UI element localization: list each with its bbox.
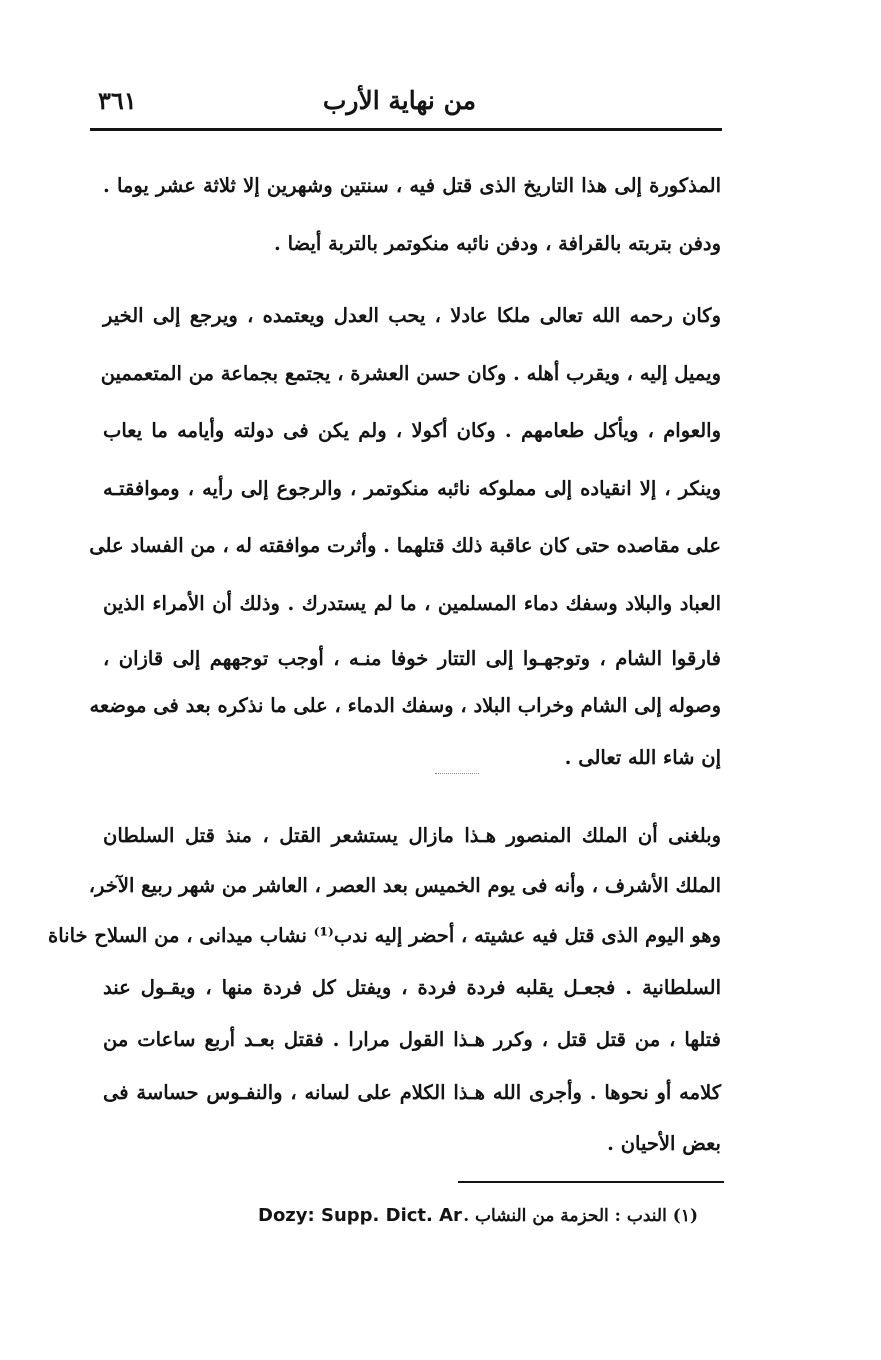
body-line: وكان رحمه الله تعالى ملكا عادلا ، يحب العدل ويعتمده ، ويرجع إلى الخير: [103, 304, 721, 327]
body-line: ودفن بتربته بالقرافة ، ودفن نائبه منكوتمر بالتربة أيضا .: [274, 232, 721, 255]
body-line: وهو اليوم الذى قتل فيه عشيته ، أحضر إليه ندب⁽¹⁾ نشاب ميدانى ، من السلاح خاناة: [48, 924, 721, 947]
section-mark: [435, 773, 479, 774]
body-line: وصوله إلى الشام وخراب البلاد ، وسفك الدماء ، على ما نذكره بعد فى موضعه: [89, 694, 721, 717]
footnote-rule: [458, 1181, 724, 1183]
body-line: والعوام ، ويأكل طعامهم . وكان أكولا ، ولم يكن فى دولته وأيامه ما يعاب: [103, 419, 721, 442]
body-line: السلطانية . فجعـل يقلبه فردة فردة ، ويفتل كل فردة منها ، ويقـول عند: [103, 976, 721, 999]
header-title: من نهاية الأرب: [322, 86, 476, 115]
body-line: الملك الأشرف ، وأنه فى يوم الخميس بعد العصر ، العاشر من شهر ربيع الآخر،: [88, 874, 721, 897]
body-line: على مقاصده حتى كان عاقبة ذلك قتلهما . وأثرت موافقته له ، من الفساد على: [89, 534, 721, 557]
body-line: العباد والبلاد وسفك دماء المسلمين ، ما لم يستدرك . وذلك أن الأمراء الذين: [103, 592, 721, 615]
page-number: ٣٦١: [98, 86, 137, 115]
footnote-source: Dozy: Supp. Dict. Ar: [258, 1205, 462, 1226]
body-line: فارقوا الشام ، وتوجهـوا إلى التتار خوفا منـه ، أوجب توجههم إلى قازان ،: [103, 647, 721, 670]
running-header: [90, 82, 722, 126]
body-line: وينكر ، إلا انقياده إلى مملوكه نائبه منكوتمر ، والرجوع إلى رأيه ، وموافقتـه: [103, 477, 721, 500]
body-line: فتلها ، من قتل قتل ، وكرر هـذا القول مرارا . فقتل بعـد أربع ساعات من: [103, 1028, 721, 1051]
body-line: وبلغنى أن الملك المنصور هـذا مازال يستشعر القتل ، منذ قتل السلطان: [103, 824, 721, 847]
footnote: [258, 1201, 698, 1235]
body-line: كلامه أو نحوها . وأجرى الله هـذا الكلام على لسانه ، والنفـوس حساسة فى: [103, 1081, 721, 1104]
body-line: بعض الأحيان .: [607, 1132, 721, 1155]
body-line: المذكورة إلى هذا التاريخ الذى قتل فيه ، سنتين وشهرين إلا ثلاثة عشر يوما .: [103, 174, 721, 197]
body-line: إن شاء الله تعالى .: [564, 746, 721, 769]
header-rule: [90, 128, 722, 131]
body-line: ويميل إليه ، ويقرب أهله . وكان حسن العشرة ، يجتمع بجماعة من المتعممين: [100, 362, 721, 385]
footnote-text: (١) الندب : الحزمة من النشاب .: [463, 1206, 698, 1226]
